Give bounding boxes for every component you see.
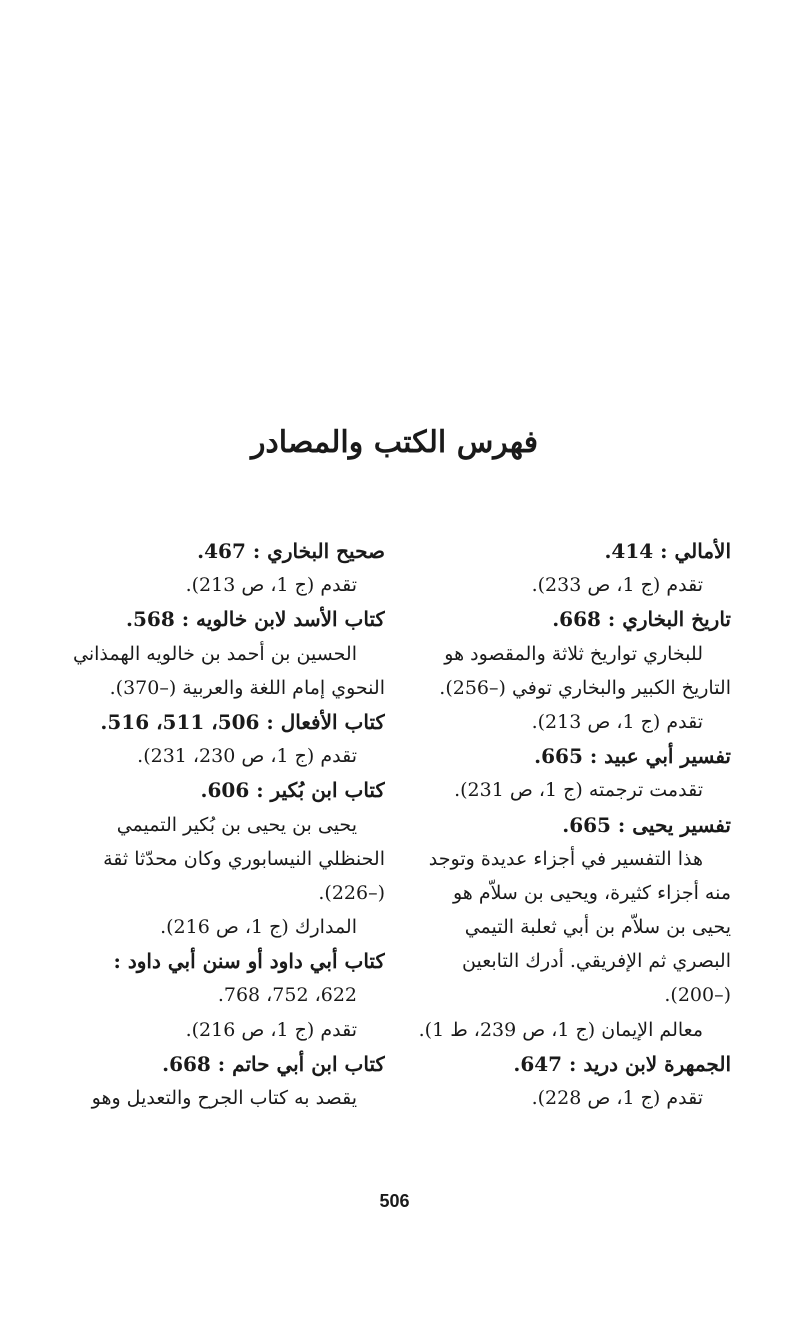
index-entry-line: معالم الإيمان (ج 1، ص 239، ط 1).	[418, 1018, 703, 1041]
index-entry-line: الحسين بن أحمد بن خالويه الهمذاني	[73, 642, 357, 665]
index-entry-line: (–200).	[664, 984, 731, 1007]
index-entry-line: المدارك (ج 1، ص 216).	[160, 916, 357, 939]
index-entry-heading: تفسير يحيى : 665.	[562, 812, 731, 837]
index-entry-line: التاريخ الكبير والبخاري توفي (–256).	[439, 676, 731, 699]
index-entry-heading: كتاب الأسد لابن خالويه : 568.	[126, 607, 385, 632]
index-entry-line: تقدم (ج 1، ص 213).	[185, 574, 357, 597]
index-entry-heading: كتاب ابن أبي حاتم : 668.	[162, 1051, 385, 1076]
index-entry-line: تقدمت ترجمته (ج 1، ص 231).	[454, 779, 703, 802]
index-entry-line: الحنظلي النيسابوري وكان محدّثا ثقة	[103, 847, 385, 870]
index-entry-line: يحيى بن سلاّم بن أبي ثعلبة التيمي	[464, 916, 731, 939]
index-entry-line: البصري ثم الإفريقي. أدرك التابعين	[462, 950, 731, 973]
page-number: 506	[379, 1191, 410, 1211]
index-entry-line: تقدم (ج 1، ص 216).	[185, 1018, 357, 1041]
index-entry-line: تقدم (ج 1، ص 228).	[531, 1087, 703, 1109]
index-entry-line: تقدم (ج 1، ص 230، 231).	[137, 745, 357, 768]
index-entry-heading: كتاب ابن بُكير : 606.	[200, 778, 385, 803]
index-entry-line: يحيى بن يحيى بن بُكير التميمي	[116, 813, 357, 836]
index-entry-heading: تفسير أبي عبيد : 665.	[534, 744, 731, 769]
index-entry-heading: الأمالي : 414.	[604, 539, 731, 563]
index-entry-line: تقدم (ج 1، ص 233).	[531, 574, 703, 597]
index-entry-line: للبخاري تواريخ ثلاثة والمقصود هو	[444, 642, 703, 665]
index-entry-line: النحوي إمام اللغة والعربية (–370).	[109, 676, 385, 699]
index-entry-heading: كتاب الأفعال : 506، 511، 516.	[100, 709, 385, 734]
page-title: فهرس الكتب والمصادر	[250, 425, 539, 460]
index-column-right	[406, 534, 731, 1115]
index-entry-line: (–226).	[318, 881, 385, 904]
index-entry-line: هذا التفسير في أجزاء عديدة وتوجد	[428, 847, 703, 870]
index-entry-line: يقصد به كتاب الجرح والتعديل وهو	[91, 1087, 357, 1109]
index-entry-line: منه أجزاء كثيرة، ويحيى بن سلاّم هو	[452, 881, 731, 904]
index-entry-line: تقدم (ج 1، ص 213).	[531, 710, 703, 733]
index-entry-heading: الجمهرة لابن دريد : 647.	[513, 1051, 731, 1076]
index-entry-heading: تاريخ البخاري : 668.	[552, 607, 731, 632]
index-column-left	[40, 534, 385, 1115]
index-entry-heading: صحيح البخاري : 467.	[197, 539, 385, 563]
index-entry-heading: كتاب أبي داود أو سنن أبي داود :	[113, 949, 385, 974]
index-entry-line: 622، 752، 768.	[217, 984, 357, 1007]
